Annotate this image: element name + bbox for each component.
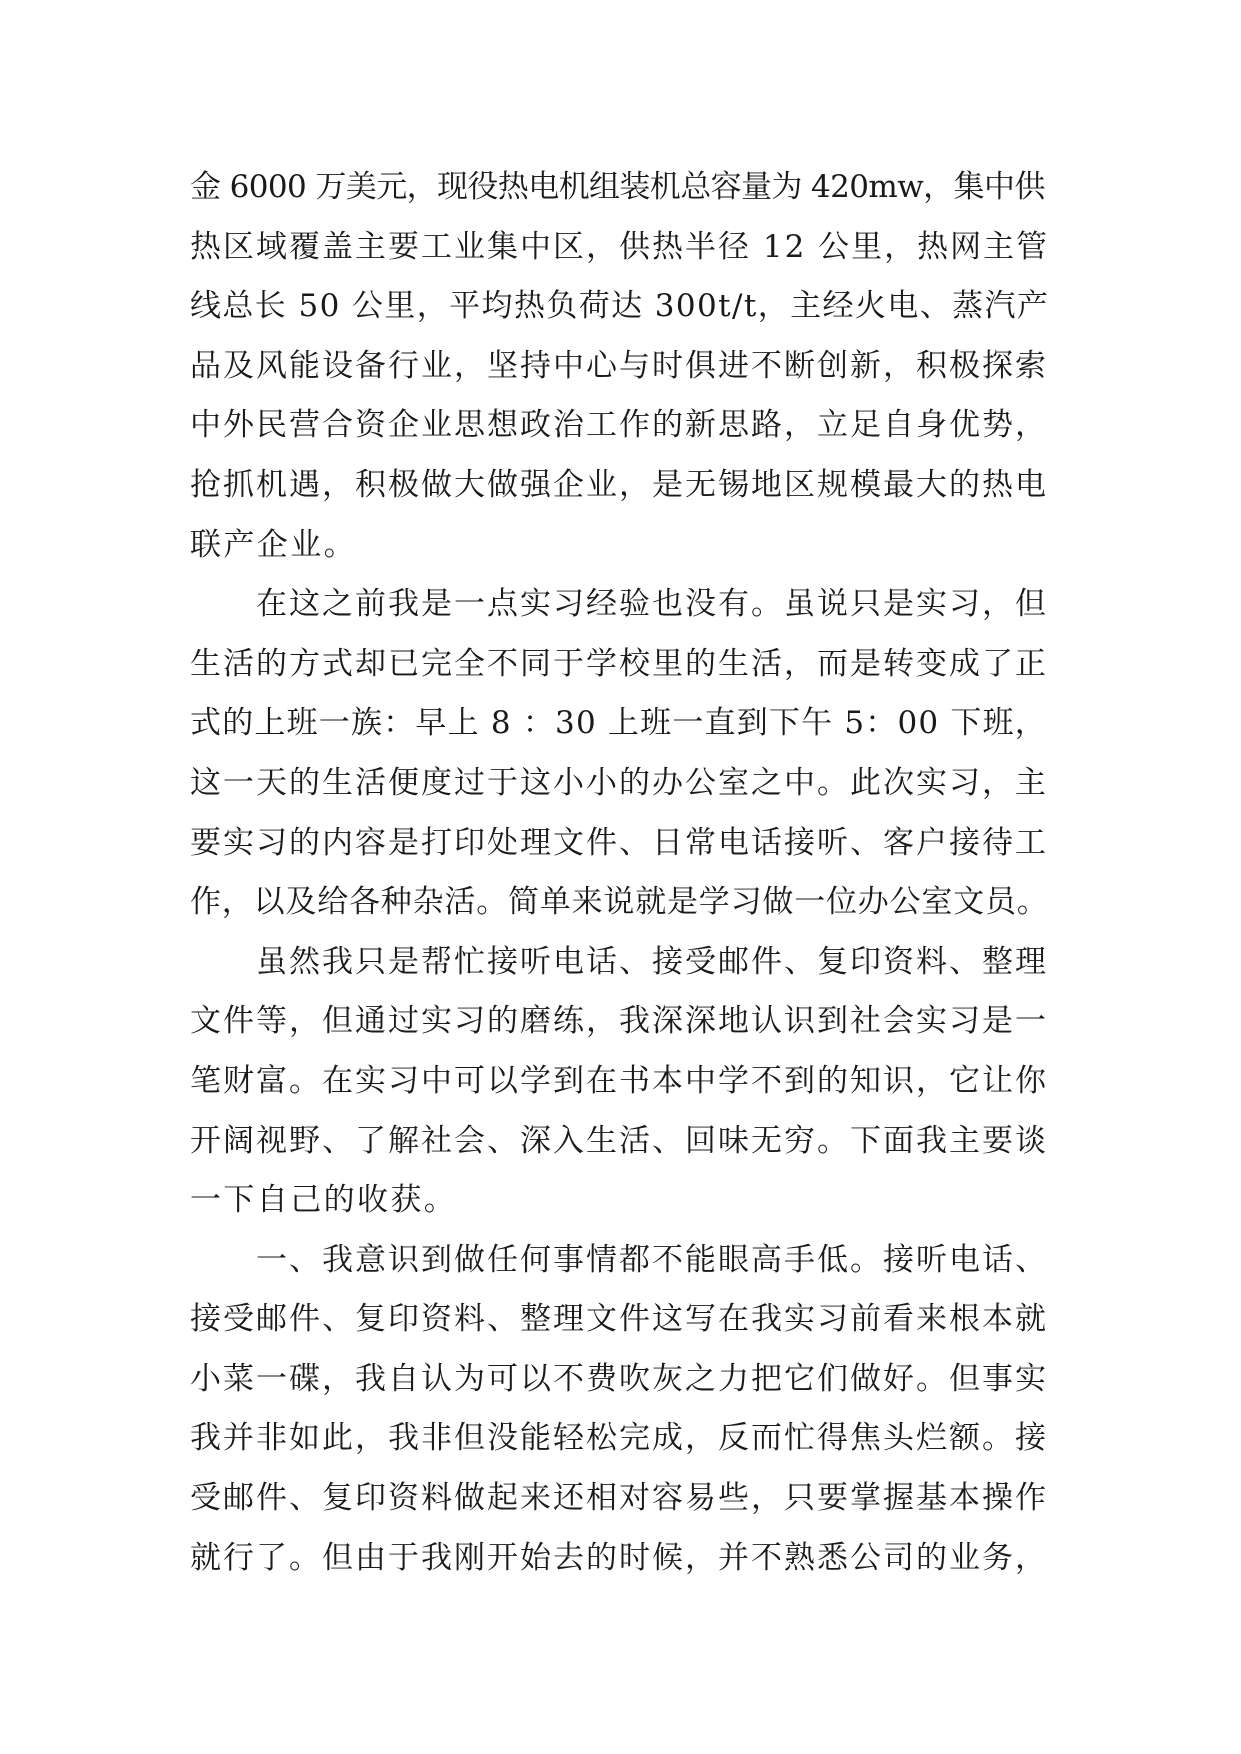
paragraph-first-line: 一、我意识到做任何事情都不能眼高手低。接听电话、 (256, 1241, 1048, 1278)
text-line: 文件等，但通过实习的磨练，我深深地认识到社会实习是一 (190, 1003, 1048, 1040)
text-line: 中外民营合资企业思想政治工作的新思路，立足自身优势， (190, 407, 1048, 444)
text-line: 品及风能设备行业，坚持中心与时俱进不断创新，积极探索 (190, 347, 1048, 384)
text-line: 热区域覆盖主要工业集中区，供热半径 12 公里，热网主管 (190, 228, 1050, 265)
paragraph-first-line: 在这之前我是一点实习经验也没有。虽说只是实习，但 (256, 586, 1048, 623)
text-line: 抢抓机遇，积极做大做强企业，是无锡地区规模最大的热电 (190, 466, 1048, 503)
text-line: 小菜一碟，我自认为可以不费吹灰之力把它们做好。但事实 (190, 1360, 1048, 1397)
text-line: 就行了。但由于我刚开始去的时候，并不熟悉公司的业务， (190, 1539, 1048, 1576)
text-line: 受邮件、复印资料做起来还相对容易些，只要掌握基本操作 (190, 1480, 1048, 1517)
paragraph-first-line: 虽然我只是帮忙接听电话、接受邮件、复印资料、整理 (256, 943, 1048, 980)
text-line: 生活的方式却已完全不同于学校里的生活，而是转变成了正 (190, 645, 1048, 682)
text-line: 笔财富。在实习中可以学到在书本中学不到的知识，它让你 (190, 1062, 1048, 1099)
text-line: 金 6000 万美元，现役热电机组装机总容量为 420mw，集中供 (190, 169, 1045, 205)
body-text (190, 158, 1050, 1588)
text-line: 接受邮件、复印资料、整理文件这写在我实习前看来根本就 (190, 1301, 1048, 1338)
text-line: 联产企业。 (190, 526, 357, 563)
text-line: 这一天的生活便度过于这小小的办公室之中。此次实习，主 (190, 764, 1048, 801)
text-line: 我并非如此，我非但没能轻松完成，反而忙得焦头烂额。接 (190, 1420, 1048, 1457)
text-line: 要实习的内容是打印处理文件、日常电话接听、客户接待工 (190, 824, 1048, 861)
text-line: 一下自己的收获。 (190, 1182, 458, 1219)
text-line: 式的上班一族：早上 8 ：30 上班一直到下午 5：00 下班， (190, 705, 1048, 742)
text-line: 作，以及给各种杂活。简单来说就是学习做一位办公室文员。 (190, 884, 1049, 921)
text-line: 开阔视野、了解社会、深入生活、回味无穷。下面我主要谈 (190, 1122, 1048, 1159)
text-line: 线总长 50 公里，平均热负荷达 300t/t，主经火电、蒸汽产 (190, 288, 1050, 325)
